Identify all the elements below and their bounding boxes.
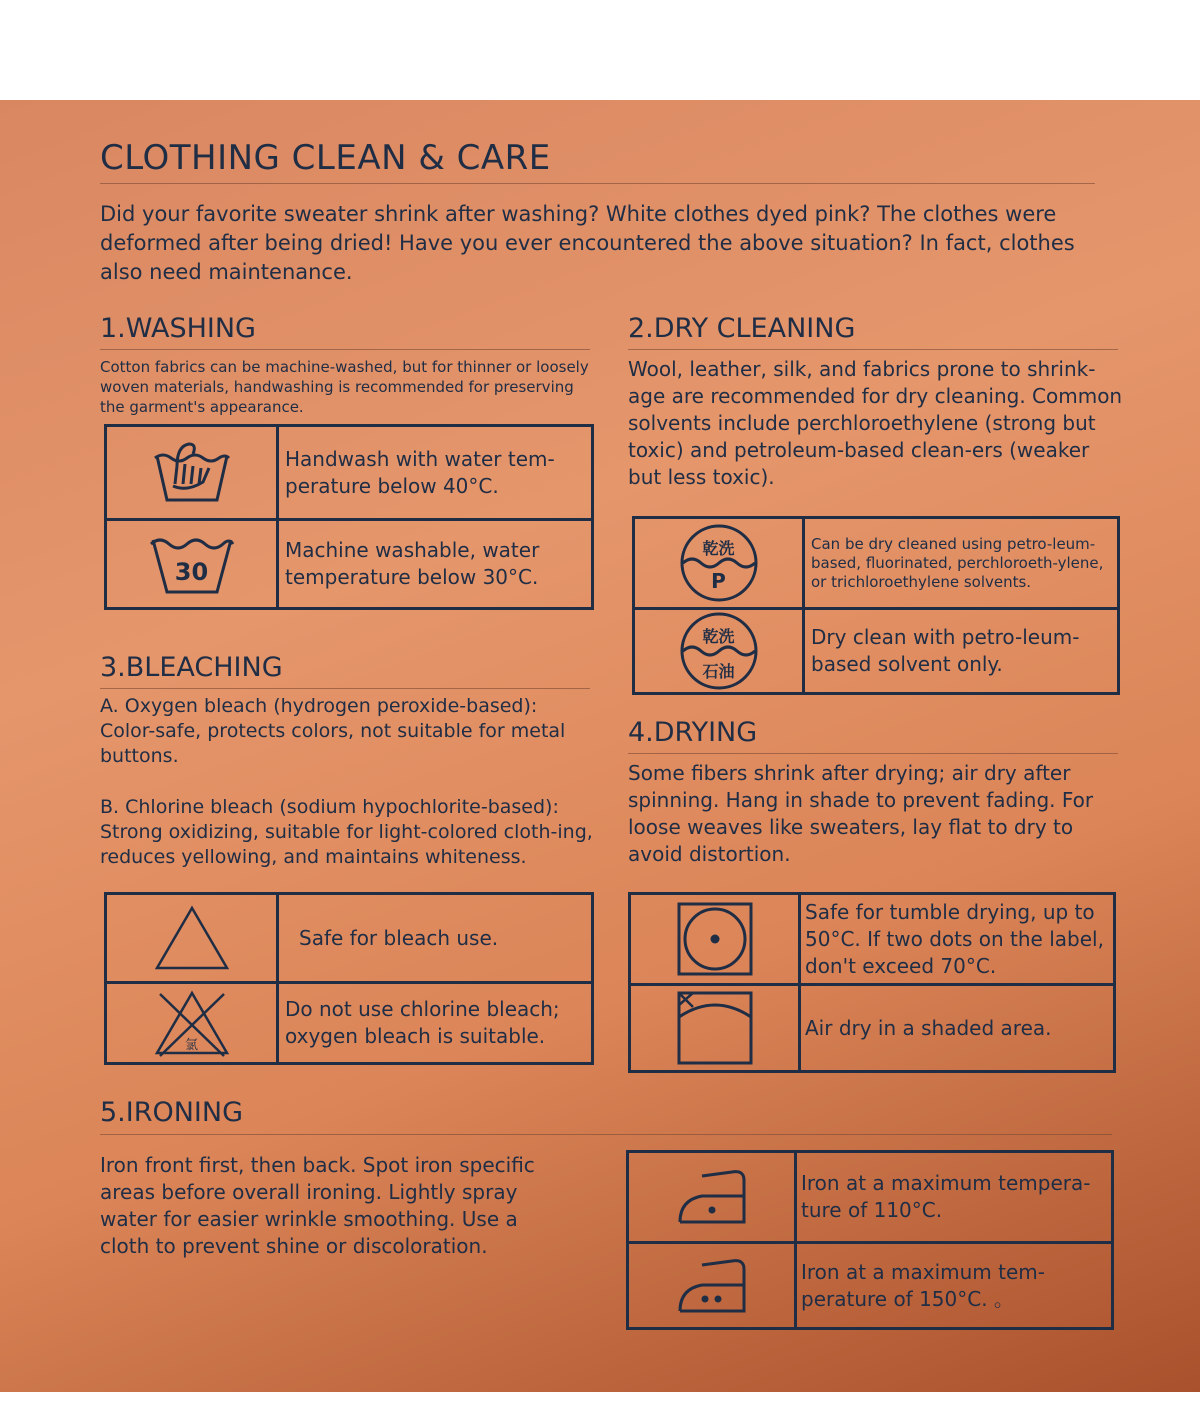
drying-table	[628, 892, 1116, 1073]
ironing-divider	[100, 1134, 1112, 1135]
iron-one-dot-icon	[629, 1153, 797, 1241]
washing-divider	[100, 349, 590, 350]
drying-row	[631, 983, 1113, 1070]
bleaching-text-b: B. Chlorine bleach (sodium hypochlorite-based): Strong oxidizing, suitable for light-colored cloth-ing, reduces yellowing, and maintains whiteness.	[100, 796, 593, 868]
bleach-allowed-icon	[107, 895, 279, 981]
handwash-icon	[107, 427, 279, 518]
washing-table	[104, 424, 594, 610]
dry-clean-p-description: Can be dry cleaned using petro-leum-based, fluorinated, perchloroeth-ylene, or trichloroethylene solvents.	[811, 534, 1104, 591]
ironing-table	[626, 1150, 1114, 1330]
bleaching-row	[107, 895, 591, 981]
chlorine-label: 氯	[184, 1038, 198, 1053]
intro-text: Did your favorite sweater shrink after washing? White clothes dyed pink? The clothes were deformed after being dried! Have you ever encountered the above situation? In fact, clothes also need maintenance.	[100, 202, 1075, 284]
handwash-description: Handwash with water tem-perature below 40°C.	[285, 446, 555, 498]
shade-dry-icon	[631, 986, 801, 1070]
solvent-code-label: 石油	[702, 662, 735, 681]
dry-clean-petroleum-icon	[635, 610, 805, 692]
drying-heading: 4.DRYING	[628, 717, 758, 748]
ironing-heading: 5.IRONING	[100, 1097, 244, 1128]
machine-wash-30-icon	[107, 521, 279, 607]
title-divider	[100, 183, 1095, 184]
bleaching-divider	[100, 688, 590, 689]
tumble-dry-icon	[631, 895, 801, 983]
iron-150-description: Iron at a maximum tem-perature of 150°C. 。	[801, 1259, 1045, 1311]
solvent-code-label: P	[711, 569, 726, 593]
dry-cleaning-text: Wool, leather, silk, and fabrics prone to shrink-age are recommended for dry cleaning. Common solvents include perchloroethylene (strong but toxic) and petroleum-based clean-ers (weaker but less toxic).	[628, 357, 1123, 489]
drying-row	[631, 895, 1113, 983]
dry-cleaning-divider	[628, 349, 1118, 350]
wash-temperature-label: 30	[174, 558, 209, 586]
bleach-allowed-description: Safe for bleach use.	[299, 925, 499, 950]
dry-clean-label: 乾洗	[702, 627, 735, 646]
tumble-dry-description: Safe for tumble drying, up to 50°C. If two dots on the label, don't exceed 70°C.	[805, 899, 1104, 978]
dry-cleaning-row	[635, 607, 1117, 692]
dry-clean-p-icon	[635, 519, 805, 607]
page-title: CLOTHING CLEAN & CARE	[100, 138, 551, 178]
drying-divider	[628, 753, 1118, 754]
shade-dry-description: Air dry in a shaded area.	[805, 1015, 1052, 1040]
ironing-row	[629, 1153, 1111, 1241]
bleaching-text-a: A. Oxygen bleach (hydrogen peroxide-based): Color-safe, protects colors, not suitable for metal buttons.	[100, 695, 566, 767]
no-chlorine-description: Do not use chlorine bleach; oxygen bleach is suitable.	[285, 997, 560, 1048]
bleaching-heading: 3.BLEACHING	[100, 652, 283, 683]
ironing-row	[629, 1241, 1111, 1327]
iron-110-description: Iron at a maximum tempera-ture of 110°C.	[801, 1171, 1091, 1222]
machine-wash-description: Machine washable, water temperature below 30°C.	[285, 538, 540, 589]
washing-heading: 1.WASHING	[100, 313, 256, 344]
ironing-text: Iron front first, then back. Spot iron specific areas before overall ironing. Lightly spray water for easier wrinkle smoothing. Use a cloth to prevent shine or discoloration.	[100, 1153, 535, 1258]
no-chlorine-bleach-icon	[107, 984, 279, 1062]
iron-two-dots-icon	[629, 1244, 797, 1327]
washing-row	[107, 518, 591, 607]
dry-cleaning-row	[635, 519, 1117, 607]
dry-cleaning-heading: 2.DRY CLEANING	[628, 313, 856, 344]
bleaching-row	[107, 981, 591, 1062]
dry-clean-label: 乾洗	[702, 539, 735, 558]
dry-clean-petroleum-description: Dry clean with petro-leum-based solvent only.	[811, 625, 1080, 676]
washing-text: Cotton fabrics can be machine-washed, but for thinner or loosely woven materials, handwashing is recommended for preserving the garment's appearance.	[100, 358, 589, 416]
drying-text: Some fibers shrink after drying; air dry after spinning. Hang in shade to prevent fading. For loose weaves like sweaters, lay flat to dry to avoid distortion.	[628, 761, 1094, 866]
bleaching-table	[104, 892, 594, 1065]
washing-row	[107, 427, 591, 518]
dry-cleaning-table	[632, 516, 1120, 695]
